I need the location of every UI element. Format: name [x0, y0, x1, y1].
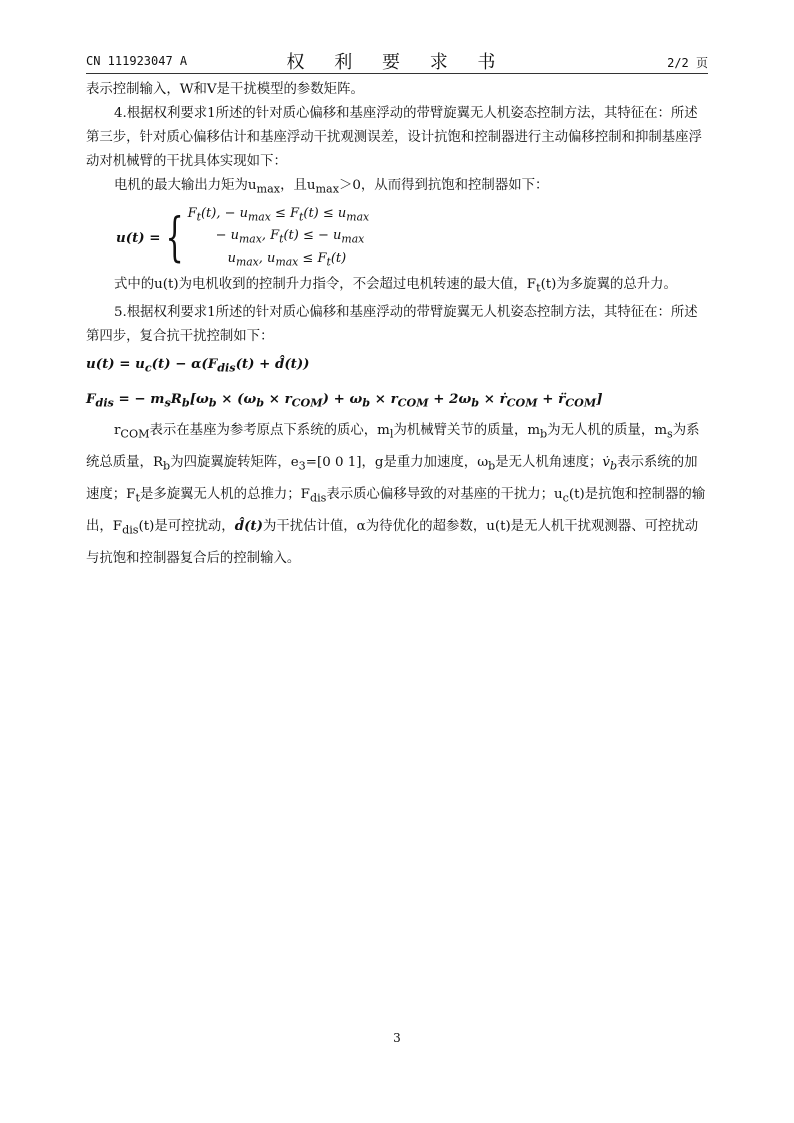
paragraph-control-input: 表示控制输入，W和V是干扰模型的参数矩阵。	[86, 82, 364, 97]
fdis-equation: $F_{dis}$ = − $m_sR_b[\omega_b \times (\omega_b \times r_{COM}) + \omega_b \times r_{COM} + 2\omega_b$ × ṙ$_{COM}$ + $r̈_{COM}$]	[86, 390, 603, 410]
document-number: CN 111923047 A	[86, 54, 188, 68]
motor-max-torque: 电机的最大输出力矩为$u_{max}$，且$u_{max}>0$，从而得到抗饱和控制器如下：	[114, 178, 549, 196]
claim-4: 4.根据权利要求1所述的针对质心偏移和基座浮动的带臂旋翼无人机姿态控制方法，其特征在：所述第三步，针对质心偏移估计和基座浮动干扰观测误差，设计抗饱和控制器进行主动偏移控制和抑制基座浮动对机械臂的干扰具体实现如下：	[86, 106, 702, 169]
composite-control-equation: $u(t) = u_c(t) - \alpha(F_{dis}(t)$ + d̂(t))	[86, 356, 310, 375]
saturation-equation	[116, 204, 708, 272]
page-number: 3	[393, 1031, 401, 1045]
page-header	[86, 48, 708, 72]
header-rule	[86, 73, 708, 74]
document-body	[86, 78, 708, 573]
cases-brace: {	[165, 207, 185, 268]
saturation-lhs: u(t) =	[116, 229, 161, 246]
saturation-case-2: − $u_{max}$, $F_t(t)$ ≤ − $u_{max}$	[215, 228, 365, 246]
saturation-explanation: 式中的u(t)为电机收到的控制升力指令，不会超过电机转速的最大值，$F_t(t)$为多旋翼的总升力。	[114, 277, 677, 296]
saturation-case-1: $F_t(t)$, − $u_{max} \le F_t(t) \le u_{max}$	[187, 205, 370, 224]
claim-5: 5.根据权利要求1所述的针对质心偏移和基座浮动的带臂旋翼无人机姿态控制方法，其特征在：所述第四步，复合抗干扰控制如下：	[86, 305, 698, 345]
section-title: 权 利 要 求 书	[286, 52, 508, 73]
page-label: 2/2 页	[667, 56, 708, 70]
saturation-case-3: $u_{max}$, $u_{max} \le F_t(t)$	[227, 250, 347, 269]
variable-definitions: $r_{COM}$表示在基座为参考原点下系统的质心，$m_l$为机械臂关节的质量，$m_b$为无人机的质量，$m_s$为系统总质量，$R_b$为四旋翼旋转矩阵，$e_3=[0$ 0 1]，g是重力加速度，$\omega_b$是无人机角速度；$v̇_b$表示系统的加速度；$F_t$是多旋翼无人机的总推力；$F_{dis}$表示质心偏移导致的对基座的干扰力；$u_c(t)$是抗饱和控制器的输出，$F_{dis}(t)$是可控扰动，d̂(t)为干扰估计值，α为待优化的超参数，u(t)是无人机干扰观测器、可控扰动与抗饱和控制器复合后的控制输入。	[86, 423, 706, 567]
